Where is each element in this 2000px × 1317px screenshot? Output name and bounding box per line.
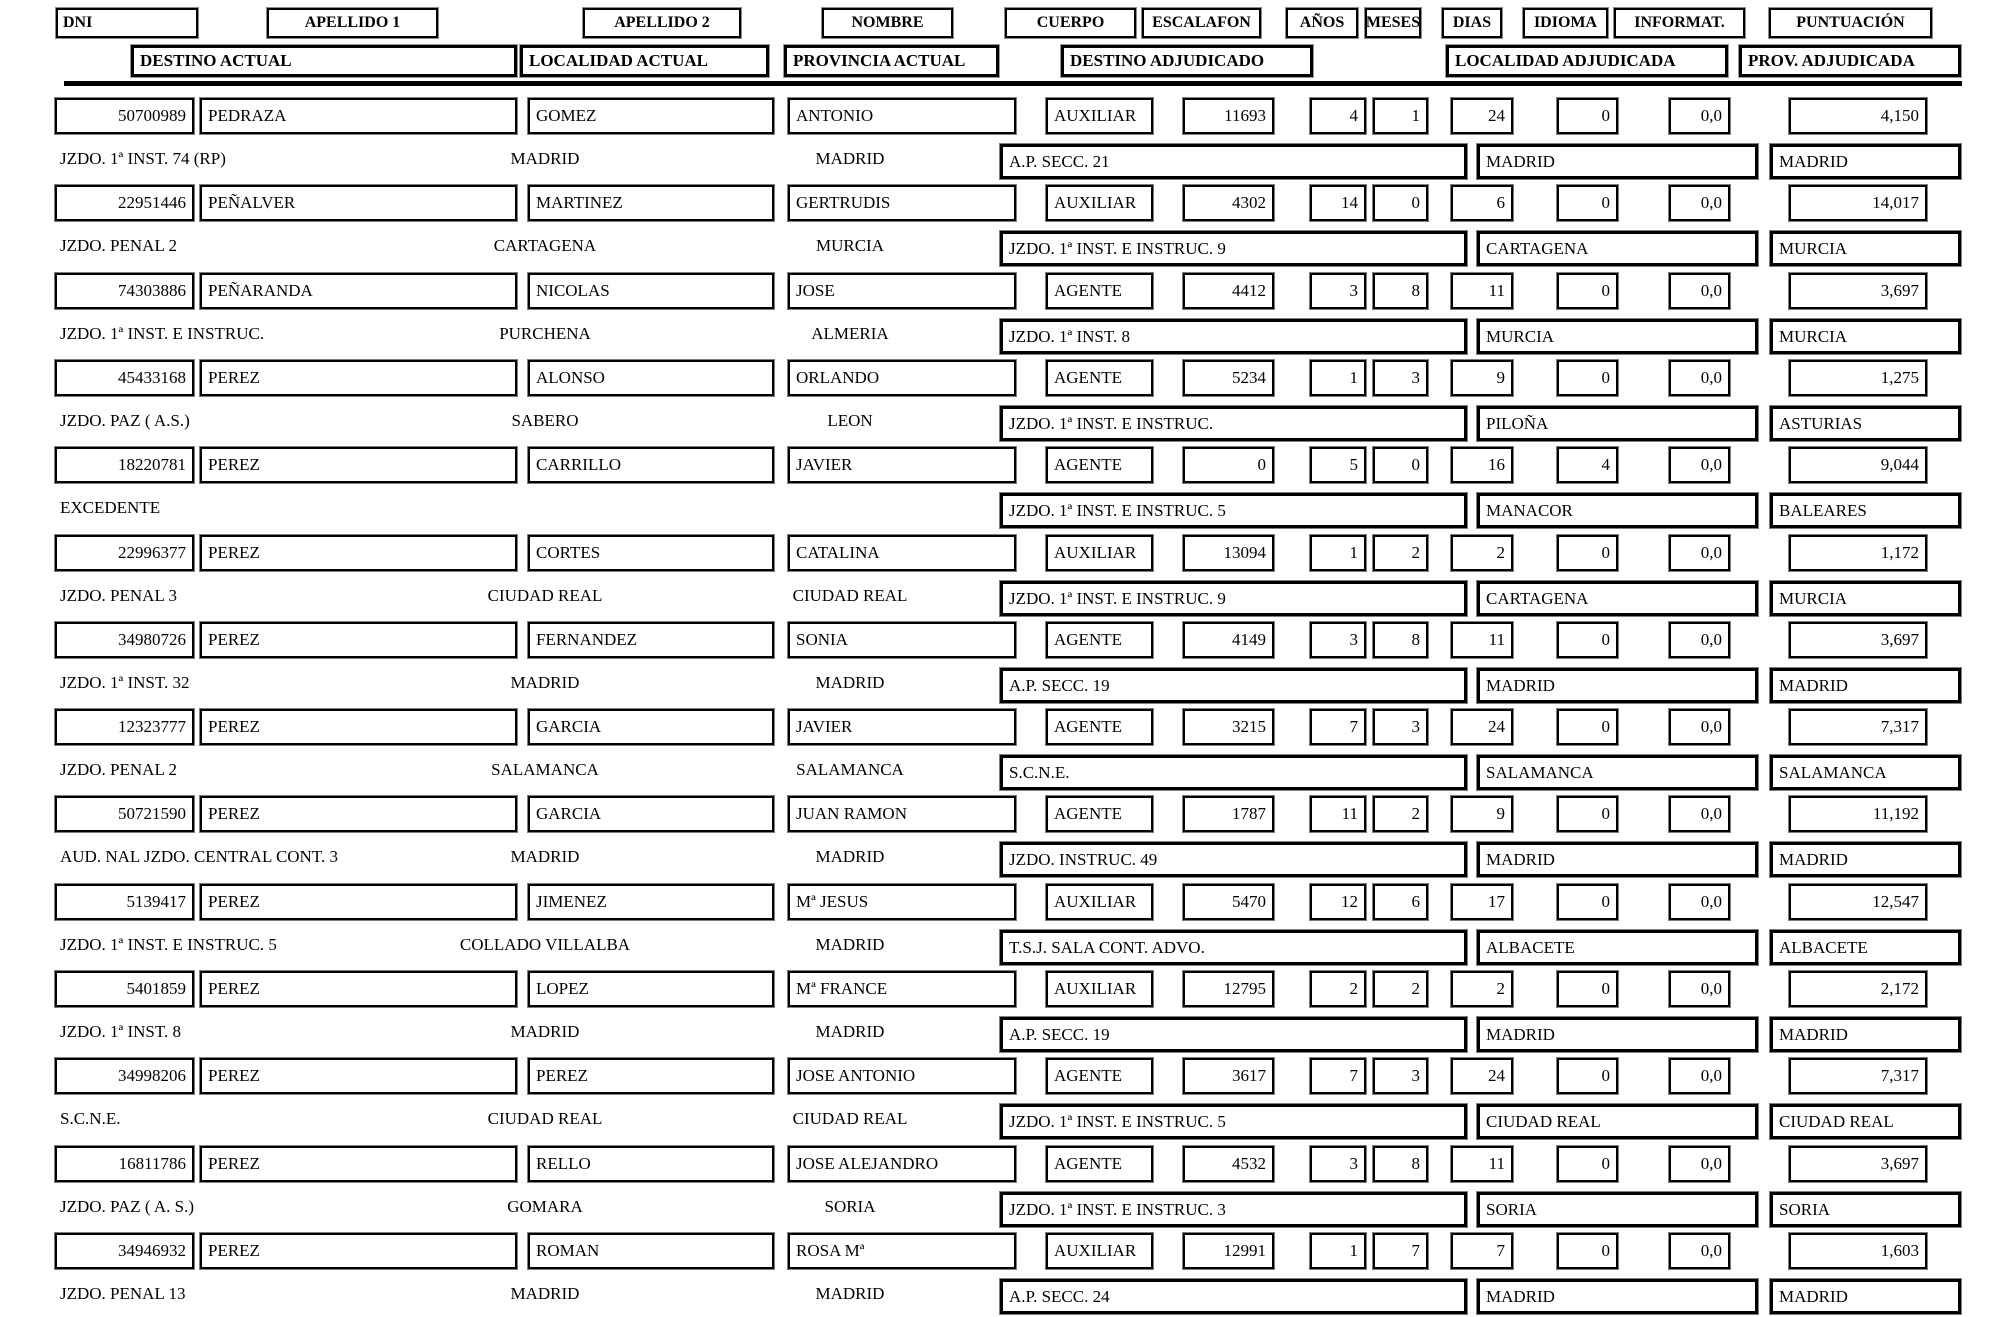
cuerpo-value: AGENTE <box>1046 273 1153 309</box>
idioma-value: 0 <box>1557 709 1618 745</box>
dias-value: 11 <box>1451 622 1513 658</box>
informat-value: 0,0 <box>1669 884 1730 920</box>
provincia-actual-value: MADRID <box>815 673 885 692</box>
escalafon-value: 0 <box>1183 447 1274 483</box>
table-row <box>0 185 2000 273</box>
table-row <box>0 273 2000 361</box>
provincia-actual-value: MURCIA <box>815 236 884 255</box>
apellido1-value: PEREZ <box>200 535 517 571</box>
destino-adjudicado-value: A.P. SECC. 21 <box>1000 144 1467 179</box>
nombre-value: ROSA Mª <box>788 1233 1016 1269</box>
table-row <box>0 1146 2000 1234</box>
provincia-actual-value: MADRID <box>815 149 885 168</box>
table-row <box>0 98 2000 186</box>
informat-value: 0,0 <box>1669 709 1730 745</box>
col-header-destino-adjudicado: DESTINO ADJUDICADO <box>1061 45 1313 77</box>
puntuacion-value: 7,317 <box>1789 1058 1927 1094</box>
provincia-actual-value: MADRID <box>815 1022 885 1041</box>
meses-value: 2 <box>1373 971 1428 1007</box>
destino-adjudicado-value: S.C.N.E. <box>1000 755 1467 790</box>
apellido1-value: PEREZ <box>200 884 517 920</box>
apellido2-value: PEREZ <box>528 1058 774 1094</box>
idioma-value: 0 <box>1557 1146 1618 1182</box>
destino-adjudicado-value: JZDO. 1ª INST. E INSTRUC. 9 <box>1000 581 1467 616</box>
meses-value: 8 <box>1373 622 1428 658</box>
dias-value: 16 <box>1451 447 1513 483</box>
escalafon-value: 4532 <box>1183 1146 1274 1182</box>
nombre-value: SONIA <box>788 622 1016 658</box>
provincia-actual-value: SORIA <box>824 1197 876 1216</box>
localidad-actual-value: COLLADO VILLALBA <box>459 935 631 954</box>
apellido1-value: PEÑARANDA <box>200 273 517 309</box>
header-divider-rule <box>64 81 1962 86</box>
localidad-adjudicada-value: MANACOR <box>1477 493 1758 528</box>
dni-value: 5401859 <box>55 971 194 1007</box>
cuerpo-value: AUXILIAR <box>1046 971 1153 1007</box>
cuerpo-value: AGENTE <box>1046 447 1153 483</box>
informat-value: 0,0 <box>1669 1233 1730 1269</box>
table-row <box>0 709 2000 797</box>
apellido2-value: FERNANDEZ <box>528 622 774 658</box>
anos-value: 7 <box>1310 1058 1366 1094</box>
localidad-adjudicada-value: CARTAGENA <box>1477 581 1758 616</box>
cuerpo-value: AGENTE <box>1046 1146 1153 1182</box>
destino-adjudicado-value: JZDO. 1ª INST. E INSTRUC. 3 <box>1000 1192 1467 1227</box>
idioma-value: 0 <box>1557 1233 1618 1269</box>
apellido2-value: GOMEZ <box>528 98 774 134</box>
prov-adjudicada-value: MADRID <box>1770 1017 1961 1052</box>
destino-adjudicado-value: A.P. SECC. 19 <box>1000 1017 1467 1052</box>
col-header-cuerpo: CUERPO <box>1005 8 1136 38</box>
apellido2-value: CORTES <box>528 535 774 571</box>
idioma-value: 0 <box>1557 360 1618 396</box>
nombre-value: ORLANDO <box>788 360 1016 396</box>
dni-value: 18220781 <box>55 447 194 483</box>
col-header-localidad-adjudicada: LOCALIDAD ADJUDICADA <box>1446 45 1728 77</box>
dni-value: 12323777 <box>55 709 194 745</box>
localidad-actual-value: MADRID <box>510 1284 580 1303</box>
cuerpo-value: AUXILIAR <box>1046 1233 1153 1269</box>
apellido2-value: GARCIA <box>528 796 774 832</box>
puntuacion-value: 4,150 <box>1789 98 1927 134</box>
nombre-value: JAVIER <box>788 709 1016 745</box>
destino-actual-value: JZDO. 1ª INST. 74 (RP) <box>60 149 226 168</box>
cuerpo-value: AGENTE <box>1046 622 1153 658</box>
prov-adjudicada-value: MURCIA <box>1770 319 1961 354</box>
escalafon-value: 4149 <box>1183 622 1274 658</box>
puntuacion-value: 3,697 <box>1789 273 1927 309</box>
apellido2-value: CARRILLO <box>528 447 774 483</box>
prov-adjudicada-value: CIUDAD REAL <box>1770 1104 1961 1139</box>
table-row <box>0 1058 2000 1146</box>
puntuacion-value: 2,172 <box>1789 971 1927 1007</box>
anos-value: 7 <box>1310 709 1366 745</box>
puntuacion-value: 1,172 <box>1789 535 1927 571</box>
prov-adjudicada-value: ASTURIAS <box>1770 406 1961 441</box>
anos-value: 3 <box>1310 622 1366 658</box>
informat-value: 0,0 <box>1669 1146 1730 1182</box>
destino-adjudicado-value: A.P. SECC. 24 <box>1000 1279 1467 1314</box>
dias-value: 9 <box>1451 796 1513 832</box>
cuerpo-value: AGENTE <box>1046 709 1153 745</box>
escalafon-value: 4302 <box>1183 185 1274 221</box>
col-header-provincia-actual: PROVINCIA ACTUAL <box>784 45 999 77</box>
idioma-value: 0 <box>1557 185 1618 221</box>
destino-actual-value: JZDO. 1ª INST. E INSTRUC. 5 <box>60 935 277 954</box>
dias-value: 11 <box>1451 273 1513 309</box>
destino-adjudicado-value: T.S.J. SALA CONT. ADVO. <box>1000 930 1467 965</box>
provincia-actual-value: MADRID <box>815 1284 885 1303</box>
destino-adjudicado-value: JZDO. 1ª INST. E INSTRUC. 5 <box>1000 493 1467 528</box>
anos-value: 3 <box>1310 1146 1366 1182</box>
dni-value: 50721590 <box>55 796 194 832</box>
escalafon-value: 5470 <box>1183 884 1274 920</box>
puntuacion-value: 3,697 <box>1789 1146 1927 1182</box>
col-header-nombre: NOMBRE <box>822 8 953 38</box>
destino-adjudicado-value: JZDO. 1ª INST. 8 <box>1000 319 1467 354</box>
localidad-adjudicada-value: ALBACETE <box>1477 930 1758 965</box>
idioma-value: 0 <box>1557 622 1618 658</box>
destino-actual-value: JZDO. PENAL 13 <box>60 1284 186 1303</box>
dni-value: 50700989 <box>55 98 194 134</box>
informat-value: 0,0 <box>1669 273 1730 309</box>
idioma-value: 0 <box>1557 273 1618 309</box>
dias-value: 9 <box>1451 360 1513 396</box>
idioma-value: 0 <box>1557 884 1618 920</box>
prov-adjudicada-value: ALBACETE <box>1770 930 1961 965</box>
provincia-actual-value: CIUDAD REAL <box>792 586 908 605</box>
col-header-destino-actual: DESTINO ACTUAL <box>131 45 517 77</box>
destino-actual-value: JZDO. PAZ ( A. S.) <box>60 1197 194 1216</box>
apellido2-value: RELLO <box>528 1146 774 1182</box>
puntuacion-value: 1,603 <box>1789 1233 1927 1269</box>
nombre-value: Mª FRANCE <box>788 971 1016 1007</box>
anos-value: 11 <box>1310 796 1366 832</box>
meses-value: 6 <box>1373 884 1428 920</box>
prov-adjudicada-value: SALAMANCA <box>1770 755 1961 790</box>
localidad-actual-value: PURCHENA <box>499 324 591 343</box>
dni-value: 34998206 <box>55 1058 194 1094</box>
apellido2-value: LOPEZ <box>528 971 774 1007</box>
dias-value: 7 <box>1451 1233 1513 1269</box>
apellido1-value: PEREZ <box>200 709 517 745</box>
localidad-adjudicada-value: MURCIA <box>1477 319 1758 354</box>
anos-value: 1 <box>1310 360 1366 396</box>
meses-value: 1 <box>1373 98 1428 134</box>
informat-value: 0,0 <box>1669 796 1730 832</box>
localidad-actual-value: MADRID <box>510 149 580 168</box>
anos-value: 14 <box>1310 185 1366 221</box>
apellido2-value: GARCIA <box>528 709 774 745</box>
meses-value: 3 <box>1373 1058 1428 1094</box>
meses-value: 8 <box>1373 1146 1428 1182</box>
prov-adjudicada-value: MADRID <box>1770 144 1961 179</box>
destino-actual-value: JZDO. PENAL 2 <box>60 236 177 255</box>
puntuacion-value: 12,547 <box>1789 884 1927 920</box>
apellido1-value: PEREZ <box>200 447 517 483</box>
table-row <box>0 360 2000 448</box>
provincia-actual-value: MADRID <box>815 935 885 954</box>
localidad-actual-value: SALAMANCA <box>491 760 599 779</box>
col-header-meses: MESES <box>1365 8 1421 38</box>
escalafon-value: 13094 <box>1183 535 1274 571</box>
dias-value: 17 <box>1451 884 1513 920</box>
anos-value: 2 <box>1310 971 1366 1007</box>
cuerpo-value: AGENTE <box>1046 360 1153 396</box>
col-header-dias: DIAS <box>1442 8 1502 38</box>
localidad-actual-value: MADRID <box>510 673 580 692</box>
prov-adjudicada-value: MURCIA <box>1770 231 1961 266</box>
escalafon-value: 11693 <box>1183 98 1274 134</box>
meses-value: 0 <box>1373 447 1428 483</box>
col-header-anos: AÑOS <box>1286 8 1358 38</box>
destino-actual-value: JZDO. 1ª INST. E INSTRUC. <box>60 324 265 343</box>
dni-value: 22996377 <box>55 535 194 571</box>
provincia-actual-value: MADRID <box>815 847 885 866</box>
idioma-value: 0 <box>1557 971 1618 1007</box>
nombre-value: JAVIER <box>788 447 1016 483</box>
provincia-actual-value: SALAMANCA <box>796 760 904 779</box>
localidad-actual-value: CIUDAD REAL <box>487 586 603 605</box>
dni-value: 5139417 <box>55 884 194 920</box>
cuerpo-value: AGENTE <box>1046 1058 1153 1094</box>
destino-actual-value: EXCEDENTE <box>60 498 161 517</box>
col-header-dni: DNI <box>56 8 198 38</box>
anos-value: 12 <box>1310 884 1366 920</box>
idioma-value: 0 <box>1557 98 1618 134</box>
escalafon-value: 1787 <box>1183 796 1274 832</box>
nombre-value: CATALINA <box>788 535 1016 571</box>
anos-value: 4 <box>1310 98 1366 134</box>
provincia-actual-value: LEON <box>827 411 873 430</box>
destino-adjudicado-value: JZDO. 1ª INST. E INSTRUC. 9 <box>1000 231 1467 266</box>
table-row <box>0 884 2000 972</box>
informat-value: 0,0 <box>1669 98 1730 134</box>
destino-adjudicado-value: JZDO. 1ª INST. E INSTRUC. <box>1000 406 1467 441</box>
meses-value: 0 <box>1373 185 1428 221</box>
localidad-actual-value: GOMARA <box>507 1197 583 1216</box>
cuerpo-value: AUXILIAR <box>1046 884 1153 920</box>
apellido2-value: NICOLAS <box>528 273 774 309</box>
escalafon-value: 4412 <box>1183 273 1274 309</box>
localidad-adjudicada-value: PILOÑA <box>1477 406 1758 441</box>
localidad-adjudicada-value: MADRID <box>1477 1279 1758 1314</box>
informat-value: 0,0 <box>1669 971 1730 1007</box>
meses-value: 7 <box>1373 1233 1428 1269</box>
dni-value: 34946932 <box>55 1233 194 1269</box>
idioma-value: 0 <box>1557 1058 1618 1094</box>
informat-value: 0,0 <box>1669 622 1730 658</box>
informat-value: 0,0 <box>1669 447 1730 483</box>
apellido1-value: PEREZ <box>200 360 517 396</box>
provincia-actual-value: ALMERIA <box>811 324 889 343</box>
apellido1-value: PEREZ <box>200 1233 517 1269</box>
escalafon-value: 3617 <box>1183 1058 1274 1094</box>
dni-value: 16811786 <box>55 1146 194 1182</box>
col-header-apellido1: APELLIDO 1 <box>267 8 438 38</box>
meses-value: 2 <box>1373 796 1428 832</box>
apellido2-value: ROMAN <box>528 1233 774 1269</box>
table-row <box>0 622 2000 710</box>
col-header-escalafon: ESCALAFON <box>1142 8 1261 38</box>
puntuacion-value: 9,044 <box>1789 447 1927 483</box>
destino-actual-value: JZDO. PENAL 2 <box>60 760 177 779</box>
prov-adjudicada-value: BALEARES <box>1770 493 1961 528</box>
dias-value: 6 <box>1451 185 1513 221</box>
dias-value: 2 <box>1451 535 1513 571</box>
localidad-adjudicada-value: MADRID <box>1477 144 1758 179</box>
idioma-value: 0 <box>1557 535 1618 571</box>
table-row <box>0 1233 2000 1317</box>
destino-actual-value: S.C.N.E. <box>60 1109 121 1128</box>
dias-value: 24 <box>1451 1058 1513 1094</box>
escalafon-value: 3215 <box>1183 709 1274 745</box>
table-row <box>0 447 2000 535</box>
prov-adjudicada-value: SORIA <box>1770 1192 1961 1227</box>
col-header-idioma: IDIOMA <box>1523 8 1608 38</box>
anos-value: 5 <box>1310 447 1366 483</box>
dias-value: 24 <box>1451 98 1513 134</box>
localidad-adjudicada-value: MADRID <box>1477 668 1758 703</box>
col-header-puntuacion: PUNTUACIÓN <box>1769 8 1932 38</box>
dias-value: 24 <box>1451 709 1513 745</box>
escalafon-value: 5234 <box>1183 360 1274 396</box>
table-row <box>0 535 2000 623</box>
nombre-value: JUAN RAMON <box>788 796 1016 832</box>
prov-adjudicada-value: MADRID <box>1770 668 1961 703</box>
provincia-actual-value: CIUDAD REAL <box>792 1109 908 1128</box>
anos-value: 1 <box>1310 535 1366 571</box>
localidad-actual-value: SABERO <box>511 411 579 430</box>
localidad-adjudicada-value: MADRID <box>1477 842 1758 877</box>
localidad-adjudicada-value: CARTAGENA <box>1477 231 1758 266</box>
apellido1-value: PEREZ <box>200 971 517 1007</box>
localidad-actual-value: MADRID <box>510 847 580 866</box>
escalafon-value: 12991 <box>1183 1233 1274 1269</box>
apellido2-value: MARTINEZ <box>528 185 774 221</box>
meses-value: 3 <box>1373 709 1428 745</box>
destino-actual-value: JZDO. 1ª INST. 32 <box>60 673 190 692</box>
puntuacion-value: 7,317 <box>1789 709 1927 745</box>
col-header-localidad-actual: LOCALIDAD ACTUAL <box>520 45 769 77</box>
table-row <box>0 971 2000 1059</box>
localidad-actual-value: CARTAGENA <box>493 236 597 255</box>
nombre-value: Mª JESUS <box>788 884 1016 920</box>
informat-value: 0,0 <box>1669 185 1730 221</box>
localidad-adjudicada-value: SORIA <box>1477 1192 1758 1227</box>
table-row <box>0 796 2000 884</box>
meses-value: 8 <box>1373 273 1428 309</box>
destino-actual-value: JZDO. PENAL 3 <box>60 586 177 605</box>
dni-value: 34980726 <box>55 622 194 658</box>
apellido1-value: PEREZ <box>200 796 517 832</box>
apellido1-value: PEREZ <box>200 622 517 658</box>
destino-actual-value: JZDO. 1ª INST. 8 <box>60 1022 182 1041</box>
dni-value: 74303886 <box>55 273 194 309</box>
localidad-actual-value: CIUDAD REAL <box>487 1109 603 1128</box>
apellido1-value: PEREZ <box>200 1146 517 1182</box>
col-header-apellido2: APELLIDO 2 <box>583 8 741 38</box>
localidad-actual-value: MADRID <box>510 1022 580 1041</box>
cuerpo-value: AGENTE <box>1046 796 1153 832</box>
anos-value: 1 <box>1310 1233 1366 1269</box>
dni-value: 22951446 <box>55 185 194 221</box>
localidad-adjudicada-value: CIUDAD REAL <box>1477 1104 1758 1139</box>
nombre-value: ANTONIO <box>788 98 1016 134</box>
puntuacion-value: 1,275 <box>1789 360 1927 396</box>
meses-value: 2 <box>1373 535 1428 571</box>
meses-value: 3 <box>1373 360 1428 396</box>
dias-value: 11 <box>1451 1146 1513 1182</box>
prov-adjudicada-value: MADRID <box>1770 842 1961 877</box>
apellido2-value: ALONSO <box>528 360 774 396</box>
idioma-value: 4 <box>1557 447 1618 483</box>
nombre-value: GERTRUDIS <box>788 185 1016 221</box>
destino-adjudicado-value: A.P. SECC. 19 <box>1000 668 1467 703</box>
dni-value: 45433168 <box>55 360 194 396</box>
apellido1-value: PEÑALVER <box>200 185 517 221</box>
cuerpo-value: AUXILIAR <box>1046 185 1153 221</box>
destino-adjudicado-value: JZDO. INSTRUC. 49 <box>1000 842 1467 877</box>
prov-adjudicada-value: MADRID <box>1770 1279 1961 1314</box>
nombre-value: JOSE <box>788 273 1016 309</box>
destino-actual-value: JZDO. PAZ ( A.S.) <box>60 411 190 430</box>
puntuacion-value: 14,017 <box>1789 185 1927 221</box>
col-header-prov-adjudicada: PROV. ADJUDICADA <box>1739 45 1961 77</box>
localidad-adjudicada-value: SALAMANCA <box>1477 755 1758 790</box>
apellido1-value: PEDRAZA <box>200 98 517 134</box>
col-header-informat: INFORMAT. <box>1614 8 1745 38</box>
nombre-value: JOSE ANTONIO <box>788 1058 1016 1094</box>
dias-value: 2 <box>1451 971 1513 1007</box>
informat-value: 0,0 <box>1669 535 1730 571</box>
destino-actual-value: AUD. NAL JZDO. CENTRAL CONT. 3 <box>60 847 338 866</box>
puntuacion-value: 3,697 <box>1789 622 1927 658</box>
localidad-adjudicada-value: MADRID <box>1477 1017 1758 1052</box>
escalafon-value: 12795 <box>1183 971 1274 1007</box>
prov-adjudicada-value: MURCIA <box>1770 581 1961 616</box>
puntuacion-value: 11,192 <box>1789 796 1927 832</box>
destino-adjudicado-value: JZDO. 1ª INST. E INSTRUC. 5 <box>1000 1104 1467 1139</box>
apellido1-value: PEREZ <box>200 1058 517 1094</box>
cuerpo-value: AUXILIAR <box>1046 535 1153 571</box>
informat-value: 0,0 <box>1669 1058 1730 1094</box>
idioma-value: 0 <box>1557 796 1618 832</box>
cuerpo-value: AUXILIAR <box>1046 98 1153 134</box>
informat-value: 0,0 <box>1669 360 1730 396</box>
apellido2-value: JIMENEZ <box>528 884 774 920</box>
anos-value: 3 <box>1310 273 1366 309</box>
nombre-value: JOSE ALEJANDRO <box>788 1146 1016 1182</box>
